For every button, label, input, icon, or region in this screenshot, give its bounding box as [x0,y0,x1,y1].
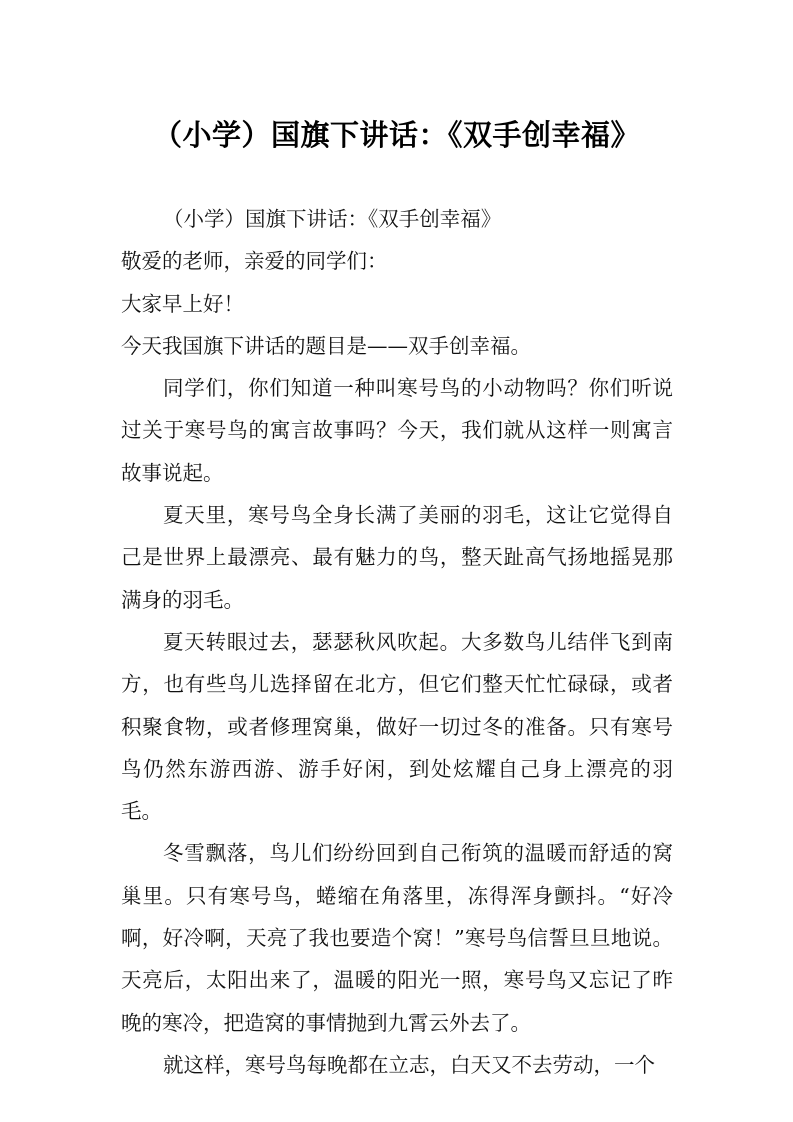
paragraph-intro: 同学们，你们知道一种叫寒号鸟的小动物吗？你们听说过关于寒号鸟的寓言故事吗？今天，我们就从这样一则寓言故事说起。 [121,376,673,485]
topic-line: 今天我国旗下讲话的题目是——双手创幸福。 [121,333,531,358]
salutation: 敬爱的老师，亲爱的同学们： [121,249,388,274]
subtitle-line: （小学）国旗下讲话：《双手创幸福》 [163,207,502,231]
paragraph-summer: 夏天里，寒号鸟全身长满了美丽的羽毛，这让它觉得自己是世界上最漂亮、最有魅力的鸟，整天趾高气扬地摇晃那满身的羽毛。 [121,503,673,612]
greeting: 大家早上好！ [121,291,244,316]
paragraph-continuation: 就这样，寒号鸟每晚都在立志，白天又不去劳动，一个 [163,1052,655,1077]
paragraph-autumn: 夏天转眼过去，瑟瑟秋风吹起。大多数鸟儿结伴飞到南方，也有些鸟儿选择留在北方，但它们整天忙忙碌碌，或者积聚食物，或者修理窝巢，做好一切过冬的准备。只有寒号鸟仍然东游西游、游手好闲，到处炫耀自己身上漂亮的羽毛。 [121,629,673,824]
document-body [121,198,673,1086]
paragraph-winter: 冬雪飘落，鸟儿们纷纷回到自己衔筑的温暖而舒适的窝巢里。只有寒号鸟，蜷缩在角落里，冻得浑身颤抖。“好冷啊，好冷啊，天亮了我也要造个窝！”寒号鸟信誓旦旦地说。天亮后，太阳出来了，温暖的阳光一照，寒号鸟又忘记了昨晚的寒冷，把造窝的事情抛到九霄云外去了。 [121,841,673,1035]
document-title: （小学）国旗下讲话：《双手创幸福》 [152,118,640,153]
